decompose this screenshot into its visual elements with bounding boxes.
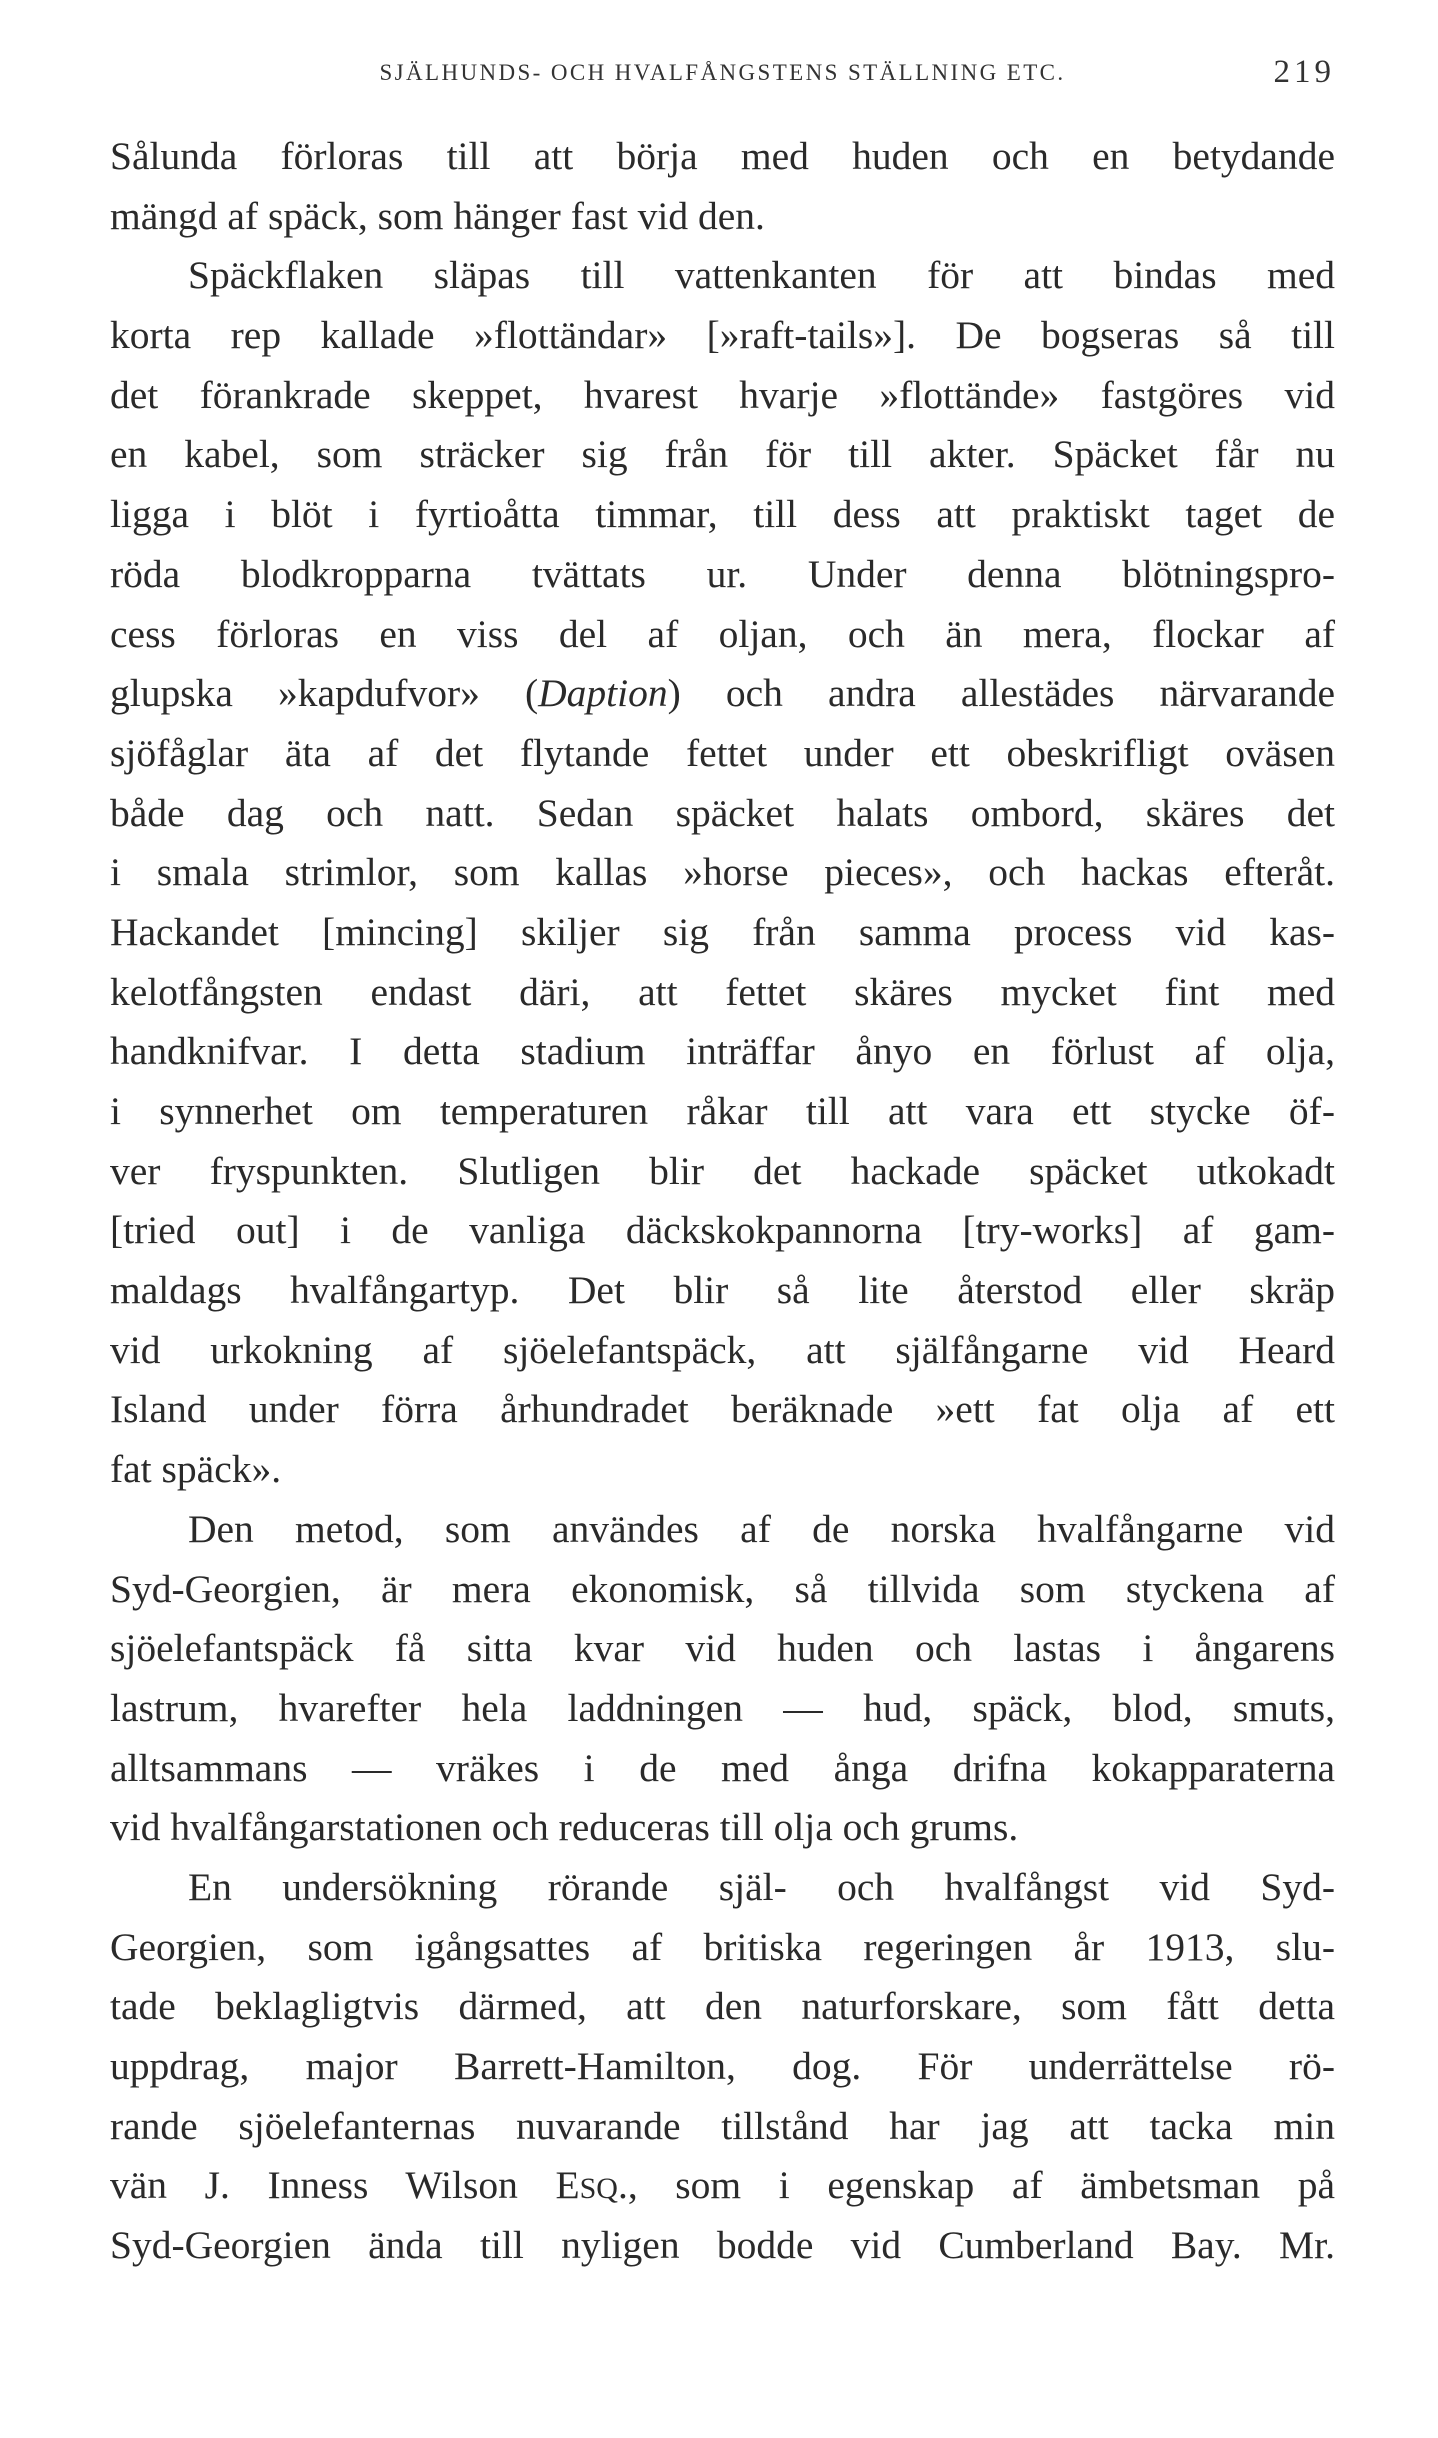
text-segment: SQ — [579, 2172, 618, 2206]
text-segment: [tried out] i de vanliga däckskokpannorna [try-works] af gam- — [110, 1208, 1335, 1253]
text-segment: fat späck». — [110, 1447, 282, 1492]
text-segment: glupska »kapdufvor» ( — [110, 671, 539, 716]
text-line — [110, 1321, 1335, 1381]
page-number: 219 — [1273, 54, 1335, 90]
text-segment: sjöelefantspäck få sitta kvar vid huden och lastas i ångarens — [110, 1626, 1335, 1671]
text-segment: korta rep kallade »flottändar» [»raft-tails»]. De bogseras så till — [110, 313, 1335, 358]
text-line — [110, 1022, 1335, 1082]
text-line — [110, 1500, 1335, 1560]
running-header — [110, 54, 1335, 98]
text-segment: både dag och natt. Sedan späcket halats ombord, skäres det — [110, 790, 1335, 835]
text-segment: Georgien, som igångsattes af britiska regeringen år 1913, slu- — [110, 1924, 1335, 1969]
text-line — [110, 664, 1335, 724]
text-segment: kelotfångsten endast däri, att fettet skäres mycket fint med — [110, 969, 1335, 1014]
text-line — [110, 246, 1335, 306]
text-segment: maldags hvalfångartyp. Det blir så lite återstod eller skräp — [110, 1268, 1335, 1313]
text-segment: handknifvar. I detta stadium inträffar ånyo en förlust af olja, — [110, 1029, 1335, 1074]
text-line — [110, 1858, 1335, 1918]
running-title: SJÄLHUNDS- OCH HVALFÅNGSTENS STÄLLNING ETC. — [379, 60, 1066, 85]
text-segment: ., som i egenskap af ämbetsman på — [617, 2163, 1335, 2208]
text-line — [110, 1440, 1335, 1500]
text-line — [110, 306, 1335, 366]
text-segment: röda blodkropparna tvättats ur. Under denna blötningspro- — [110, 551, 1335, 596]
text-segment: vid hvalfångarstationen och reduceras till olja och grums. — [110, 1805, 1019, 1850]
text-line — [110, 1798, 1335, 1858]
text-line — [110, 2097, 1335, 2157]
text-segment: Hackandet [mincing] skiljer sig från samma process vid kas- — [110, 909, 1335, 954]
text-line — [110, 1082, 1335, 1142]
text-line — [110, 545, 1335, 605]
text-line — [110, 366, 1335, 426]
text-line — [110, 605, 1335, 665]
text-segment: Den metod, som användes af de norska hvalfångarne vid — [188, 1506, 1335, 1551]
text-segment: tade beklagligtvis därmed, att den naturforskare, som fått detta — [110, 1984, 1335, 2029]
text-line — [110, 903, 1335, 963]
text-segment: i synnerhet om temperaturen råkar till att vara ett stycke öf- — [110, 1089, 1335, 1133]
text-line — [110, 2037, 1335, 2097]
text-segment: lastrum, hvarefter hela laddningen — hud, späck, blod, smuts, — [110, 1685, 1335, 1730]
text-line — [110, 1261, 1335, 1321]
text-line — [110, 425, 1335, 485]
text-line — [110, 1977, 1335, 2037]
text-line — [110, 485, 1335, 545]
text-line — [110, 784, 1335, 844]
text-line — [110, 127, 1335, 187]
text-line — [110, 1679, 1335, 1739]
text-line — [110, 843, 1335, 903]
text-segment: Daption — [538, 671, 668, 716]
text-line — [110, 724, 1335, 784]
text-segment: Späckflaken släpas till vattenkanten för att bindas med — [188, 253, 1335, 298]
text-line — [110, 1560, 1335, 1620]
text-line — [110, 1201, 1335, 1261]
text-segment: ligga i blöt i fyrtioåtta timmar, till dess att praktiskt taget de — [110, 492, 1335, 537]
text-segment: sjöfåglar äta af det flytande fettet under ett obeskrifligt oväsen — [110, 730, 1335, 775]
text-line — [110, 187, 1335, 247]
text-line — [110, 1619, 1335, 1679]
text-segment: vän J. Inness Wilson E — [110, 2163, 580, 2208]
text-segment: ) och andra allestädes närvarande — [667, 671, 1335, 716]
text-line — [110, 1380, 1335, 1440]
text-segment: Sålunda förloras till att börja med huden och en betydande — [110, 134, 1335, 178]
text-segment: mängd af späck, som hänger fast vid den. — [110, 193, 765, 238]
text-segment: Island under förra århundradet beräknade »ett fat olja af ett — [110, 1387, 1335, 1432]
text-segment: Syd-Georgien, är mera ekonomisk, så tillvida som styckena af — [110, 1566, 1335, 1611]
text-segment: alltsammans — vräkes i de med ånga drifna kokapparaterna — [110, 1745, 1335, 1790]
text-line — [110, 1142, 1335, 1202]
text-line — [110, 1918, 1335, 1978]
text-segment: En undersökning rörande själ- och hvalfångst vid Syd- — [188, 1864, 1335, 1909]
text-segment: cess förloras en viss del af oljan, och än mera, flockar af — [110, 611, 1335, 656]
text-line — [110, 963, 1335, 1023]
text-segment: ver fryspunkten. Slutligen blir det hackade späcket utkokadt — [110, 1148, 1335, 1193]
body-text — [110, 127, 1335, 2276]
text-segment: vid urkokning af sjöelefantspäck, att själfångarne vid Heard — [110, 1327, 1335, 1372]
text-segment: i smala strimlor, som kallas »horse pieces», och hackas efteråt. — [110, 850, 1335, 895]
text-segment: en kabel, som sträcker sig från för till akter. Späcket får nu — [110, 432, 1335, 477]
text-segment: rande sjöelefanternas nuvarande tillstånd har jag att tacka min — [110, 2103, 1335, 2148]
text-line — [110, 2216, 1335, 2276]
text-line — [110, 1739, 1335, 1799]
text-segment: det förankrade skeppet, hvarest hvarje »flottände» fastgöres vid — [110, 372, 1335, 417]
text-line — [110, 2156, 1335, 2216]
text-segment: Syd-Georgien ända till nyligen bodde vid Cumberland Bay. Mr. — [110, 2223, 1335, 2268]
text-segment: uppdrag, major Barrett-Hamilton, dog. För underrättelse rö- — [110, 2044, 1335, 2088]
